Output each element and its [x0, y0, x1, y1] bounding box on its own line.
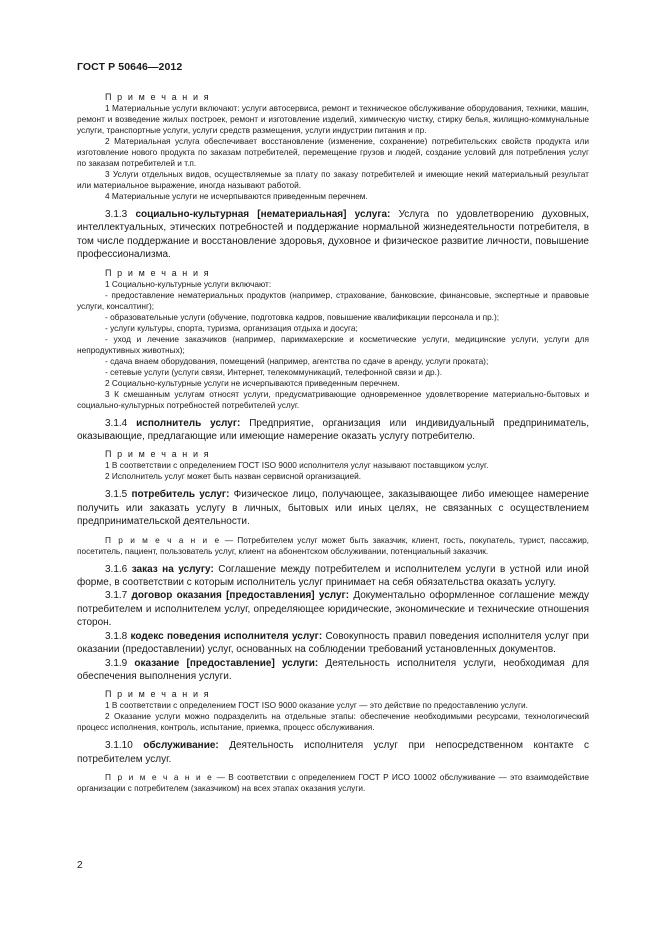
note-single: П р и м е ч а н и е — В соответствии с определением ГОСТ Р ИСО 10002 обслуживание — это взаимодействие организации с потребителем (заказчиком) на всех этапах оказания услуги. — [77, 772, 589, 794]
note-item: 3 К смешанным услугам относят услуги, предусматривающие одновременное удовлетворение материально-бытовых и социально-культурных потребностей потребителей услуг. — [77, 388, 589, 410]
term-3-1-7: 3.1.7 договор оказания [предоставления] услуг: Документально оформленное соглашение между потребителем и исполнителем услуг, определяющее юридические, экономические и технические отношения сторон. — [77, 590, 589, 629]
note-item: 1 Материальные услуги включают: услуги автосервиса, ремонт и техническое обслуживание оборудования, техники, машин, ремонт и возведение жилых построек, ремонт и изготовление изделий, химическую чистку, стирку белья, жилищно-коммунальные услуги, транспортные услуги, услуги средств размещения, услуги индустрии питания и пр. — [77, 103, 589, 135]
note-item: - услуги культуры, спорта, туризма, организация отдыха и досуга; — [105, 322, 358, 333]
note-item: 1 В соответствии с определением ГОСТ ISO 9000 оказание услуг — это действие по предоставлению услуги. — [105, 700, 528, 711]
standard-header: ГОСТ Р 50646—2012 — [77, 61, 183, 73]
page-number: 2 — [77, 860, 83, 871]
notes-title: П р и м е ч а н и я — [105, 267, 211, 278]
term-3-1-6: 3.1.6 заказ на услугу: Соглашение между потребителем и исполнителем услуги в устной или иной форме, в соответствии с которым исполнитель услуг принимает на себя обязательства оказать услугу. — [77, 563, 589, 589]
note-item: 4 Материальные услуги не исчерпываются приведенным перечнем. — [105, 191, 368, 201]
note-item: 2 Социально-культурные услуги не исчерпываются приведенным перечнем. — [105, 377, 400, 388]
term-3-1-10: 3.1.10 обслуживание: Деятельность исполнителя услуг при непосредственном контакте с потребителем услуг. — [77, 740, 590, 765]
note-item: - сдача внаем оборудования, помещений (например, агентства по сдаче в аренду, услуги проката); — [105, 355, 489, 366]
term-3-1-5: 3.1.5 потребитель услуг: Физическое лицо, получающее, заказывающее либо имеющее намерение получить или заказать услугу в личных, бытовых или иных целях, не связанных с осуществлением предпринимательской деятельности. — [77, 489, 590, 528]
term-3-1-8: 3.1.8 кодекс поведения исполнителя услуг: Совокупность правил поведения исполнителя услуг при оказании (предоставлении) услуг, основанных на соблюдении требований установленных документов. — [77, 630, 590, 656]
note-item: 1 В соответствии с определением ГОСТ ISO 9000 исполнителя услуг называют поставщиком услуг. — [105, 460, 489, 471]
note-item: 2 Оказание услуги можно подразделить на отдельные этапы: обеспечение необходимыми ресурсами, технологический процесс исполнения, контроль, испытание, приемка, процесс обслуживания. — [77, 711, 589, 733]
page-content — [77, 92, 589, 794]
term-3-1-3: 3.1.3 социально-культурная [нематериальная] услуга: Услуга по удовлетворению духовных, интеллектуальных, этических потребностей и поддержание нормальной жизнедеятельности потребителя, в том числе поддержание и восстановление здоровья, духовное и физическое развитие личности, повышение профессионализма. — [77, 209, 589, 261]
note-item: 2 Исполнитель услуг может быть назван сервисной организацией. — [105, 471, 362, 482]
note-item: - сетевые услуги (услуги связи, Интернет, телекоммуникаций, телефонной связи и др.). — [105, 366, 443, 377]
note-item: - образовательные услуги (обучение, подготовка кадров, повышение квалификации персонала и пр.); — [105, 311, 500, 322]
note-item: - предоставление нематериальных продуктов (например, страхование, банковские, финансовые, экспертные и правовые услуги, консалтинг); — [77, 289, 589, 311]
note-item: 1 Социально-культурные услуги включают: — [105, 278, 272, 289]
note-item: - уход и лечение заказчиков (например, парикмахерские и косметические услуги, медицинские услуги, услуги для непродуктивных животных); — [77, 333, 589, 355]
note-item: 2 Материальная услуга обеспечивает восстановление (изменение, сохранение) потребительских свойств продукта или изготовление нового продукта по заказам потребителей, перемещение грузов и людей, создание условий для потребления услуг по заказам потребителей и т.п. — [77, 136, 589, 168]
term-3-1-4: 3.1.4 исполнитель услуг: Предприятие, организация или индивидуальный предприниматель, оказывающие, предлагающие или имеющие намерение оказать услугу потребителю. — [77, 417, 589, 443]
notes-title: П р и м е ч а н и я — [105, 689, 211, 700]
note-single: П р и м е ч а н и е — Потребителем услуг может быть заказчик, клиент, гость, покупатель, турист, пассажир, посетитель, пациент, пользователь услуг, клиент на абонентском обслуживании, потенциальный заказчик. — [77, 534, 589, 556]
term-3-1-9: 3.1.9 оказание [предоставление] услуги: Деятельность исполнителя услуги, необходимая для обеспечения выполнения услуги. — [77, 657, 590, 682]
notes-title: П р и м е ч а н и я — [105, 92, 211, 102]
note-item: 3 Услуги отдельных видов, осуществляемые за плату по заказу потребителей и имеющие некий материальный результат или материальное выражение, иногда называют работой. — [77, 169, 589, 190]
notes-title: П р и м е ч а н и я — [105, 449, 211, 460]
